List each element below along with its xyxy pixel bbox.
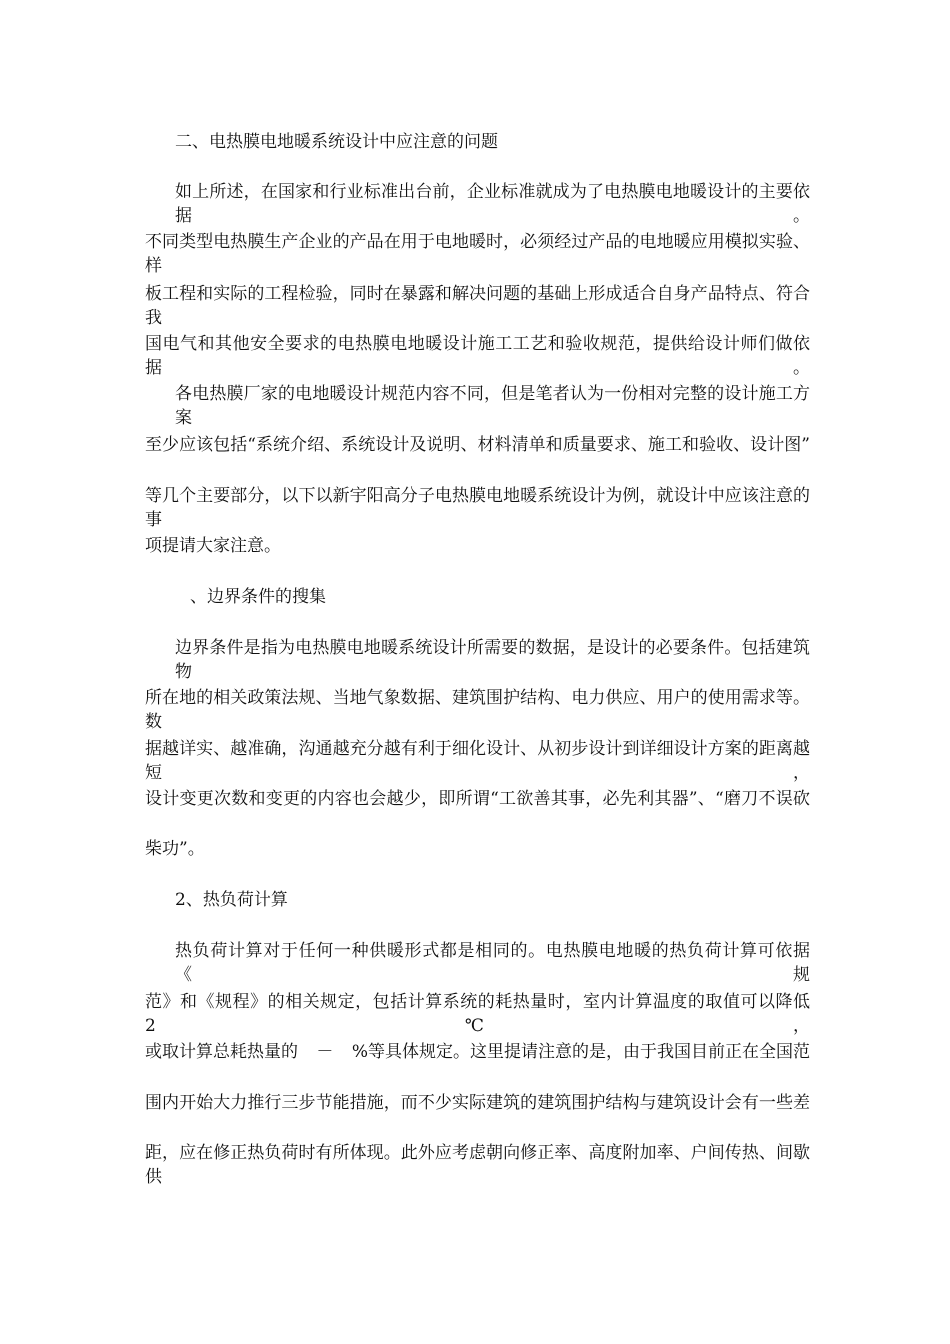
boundary-paragraph-line-1: 边界条件是指为电热膜电地暖系统设计所需要的数据，是设计的必要条件。包括建筑物 [175, 638, 810, 682]
paragraph-1-line-2: 不同类型电热膜生产企业的产品在用于电地暖时，必须经过产品的电地暖应用模拟实验、样 [145, 232, 810, 276]
boundary-paragraph-line-5: 柴功”。 [145, 839, 205, 859]
heatload-line3-dash: － [316, 1042, 334, 1062]
heatload-paragraph-line-5: 距，应在修正热负荷时有所体现。此外应考虑朝向修正率、高度附加率、户间传热、间歇供 [145, 1143, 810, 1187]
boundary-paragraph-line-3: 据越详实、越准确，沟通越充分越有利于细化设计、从初步设计到详细设计方案的距离越短， [145, 739, 810, 783]
paragraph-1-line-3: 板工程和实际的工程检验，同时在暴露和解决问题的基础上形成适合自身产品特点、符合我 [145, 284, 810, 328]
paragraph-1-line-4: 国电气和其他安全要求的电热膜电地暖设计施工工艺和验收规范，提供给设计师们做依据。 [145, 334, 810, 378]
boundary-paragraph-line-4: 设计变更次数和变更的内容也会越少，即所谓“工欲善其事，必先利其器”、“磨刀不误砍 [145, 789, 810, 809]
heatload-paragraph-line-3 [145, 1040, 810, 1064]
paragraph-1-line-1: 如上所述，在国家和行业标准出台前，企业标准就成为了电热膜电地暖设计的主要依据。 [175, 182, 810, 226]
subheading-boundary-conditions: 、边界条件的搜集 [190, 587, 326, 607]
heatload-line3-part-a: 或取计算总耗热量的 [145, 1042, 298, 1062]
heatload-paragraph-line-1: 热负荷计算对于任何一种供暖形式都是相同的。电热膜电地暖的热负荷计算可依据《规 [175, 941, 810, 985]
paragraph-2-line-4: 项提请大家注意。 [145, 536, 281, 556]
paragraph-2-line-1: 各电热膜厂家的电地暖设计规范内容不同，但是笔者认为一份相对完整的设计施工方案 [175, 384, 810, 428]
heatload-line3-part-b: %等具体规定。这里提请注意的是，由于我国目前正在全国范 [351, 1042, 810, 1062]
subheading-heat-load: 2、热负荷计算 [175, 890, 288, 910]
paragraph-2-line-2: 至少应该包括“系统介绍、系统设计及说明、材料清单和质量要求、施工和验收、设计图” [145, 435, 810, 455]
heatload-paragraph-line-4: 围内开始大力推行三步节能措施，而不少实际建筑的建筑围护结构与建筑设计会有一些差 [145, 1093, 810, 1113]
paragraph-2-line-3: 等几个主要部分，以下以新宇阳高分子电热膜电地暖系统设计为例，就设计中应该注意的事 [145, 486, 810, 530]
boundary-paragraph-line-2: 所在地的相关政策法规、当地气象数据、建筑围护结构、电力供应、用户的使用需求等。数 [145, 688, 810, 732]
heatload-paragraph-line-2: 范》和《规程》的相关规定，包括计算系统的耗热量时，室内计算温度的取值可以降低 2℃， [145, 992, 810, 1036]
section-heading: 二、电热膜电地暖系统设计中应注意的问题 [175, 132, 498, 152]
